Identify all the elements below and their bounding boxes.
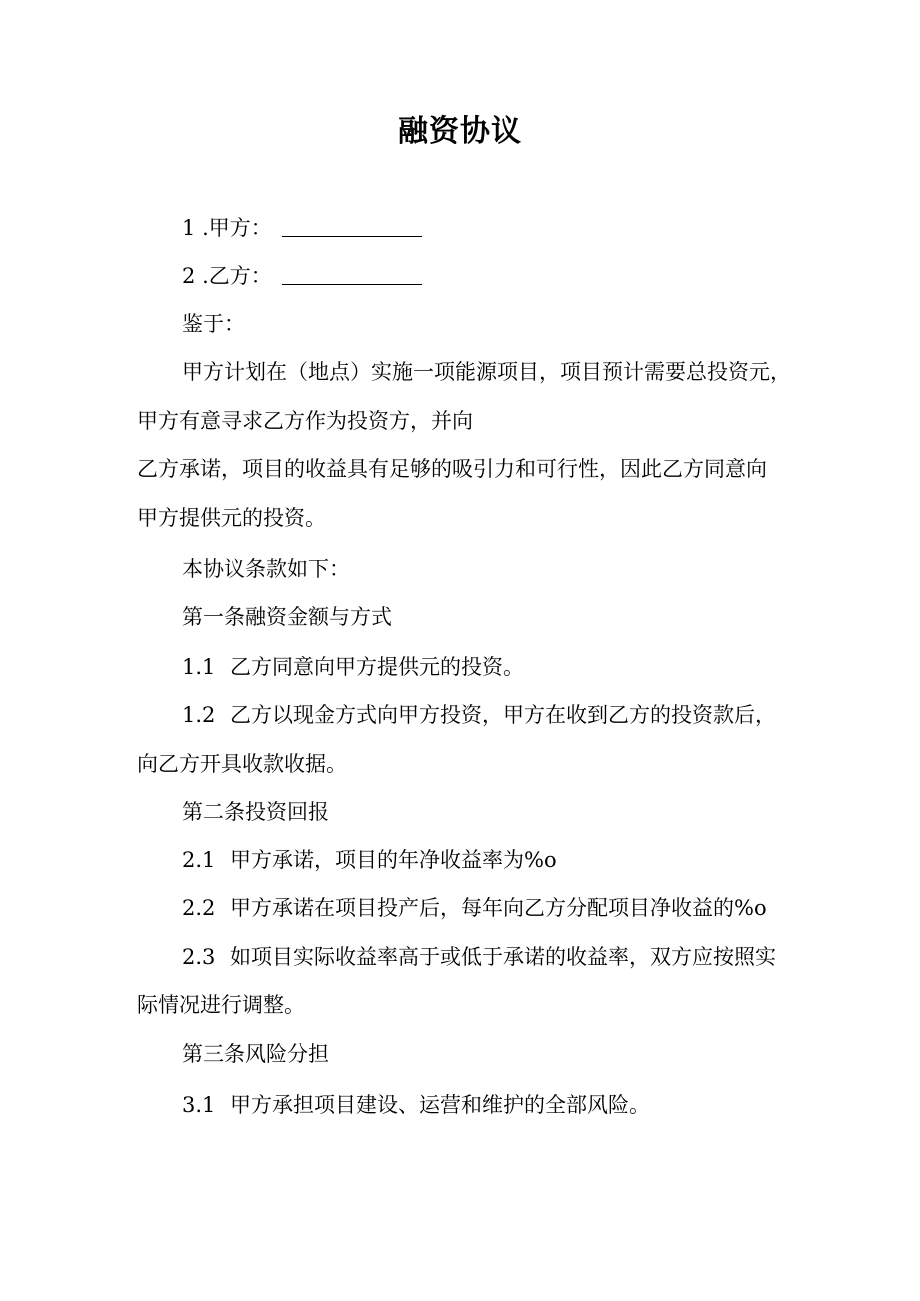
document-title: 融资协议 <box>398 114 522 149</box>
recital-line-4: 甲方提供元的投资。 <box>137 506 326 530</box>
clause-1-2-continued: 向乙方开具收款收据。 <box>137 752 347 776</box>
terms-intro: 本协议条款如下： <box>182 557 350 581</box>
clause-text: 乙方同意向甲方提供元的投资。 <box>230 655 524 679</box>
whereas-label: 鉴于： <box>182 312 245 336</box>
clause-number: 1.1 <box>182 655 216 679</box>
party-a-blank-field[interactable] <box>282 236 422 237</box>
clause-number: 2.1 <box>182 848 216 872</box>
clause-text: 甲方承诺在项目投产后，每年向乙方分配项目净收益的%o <box>230 896 767 920</box>
clause-1-1 <box>182 652 524 682</box>
article-1-heading: 第一条融资金额与方式 <box>182 605 392 629</box>
clause-1-2 <box>182 700 776 730</box>
article-3-heading: 第三条风险分担 <box>182 1042 329 1066</box>
party-a-label: .甲方： <box>202 216 272 240</box>
recital-line-2: 甲方有意寻求乙方作为投资方，并向 <box>137 409 473 433</box>
clause-number: 2.2 <box>182 896 216 920</box>
clause-number: 3.1 <box>182 1093 216 1117</box>
clause-3-1 <box>182 1090 650 1120</box>
party-a-line <box>182 213 272 243</box>
party-b-number: 2 <box>182 264 196 288</box>
clause-2-3 <box>182 942 776 972</box>
clause-text: 甲方承担项目建设、运营和维护的全部风险。 <box>230 1093 650 1117</box>
recital-line-1: 甲方计划在（地点）实施一项能源项目，项目预计需要总投资元， <box>182 360 791 384</box>
article-2-heading: 第二条投资回报 <box>182 800 329 824</box>
party-b-label: .乙方： <box>202 264 272 288</box>
clause-text: 如项目实际收益率高于或低于承诺的收益率，双方应按照实 <box>230 945 776 969</box>
clause-2-2 <box>182 893 767 923</box>
party-b-blank-field[interactable] <box>282 284 422 285</box>
party-b-line <box>182 261 272 291</box>
clause-2-1 <box>182 845 557 875</box>
recital-line-3: 乙方承诺，项目的收益具有足够的吸引力和可行性，因此乙方同意向 <box>137 457 767 481</box>
clause-text: 乙方以现金方式向甲方投资，甲方在收到乙方的投资款后， <box>230 703 776 727</box>
clause-2-3-continued: 际情况进行调整。 <box>137 993 305 1017</box>
party-a-number: 1 <box>182 216 196 240</box>
clause-number: 1.2 <box>182 703 216 727</box>
clause-text: 甲方承诺，项目的年净收益率为%o <box>230 848 557 872</box>
clause-number: 2.3 <box>182 945 216 969</box>
